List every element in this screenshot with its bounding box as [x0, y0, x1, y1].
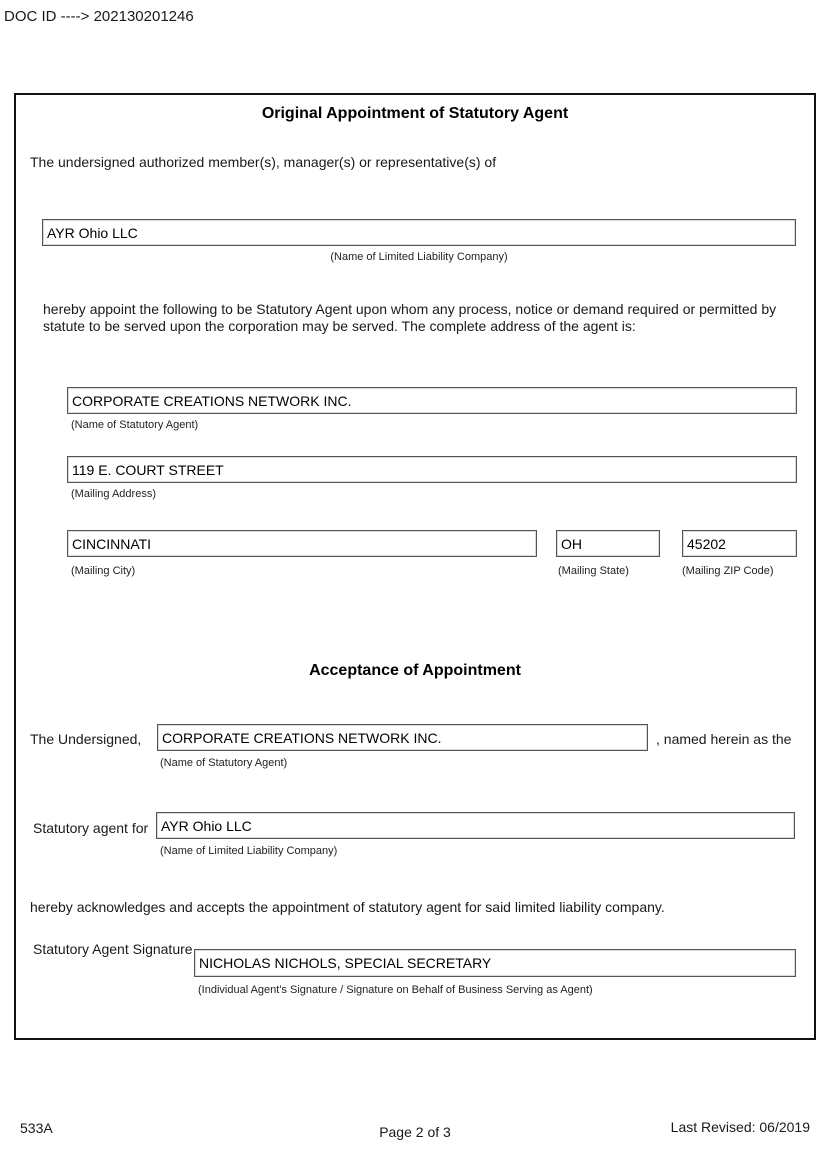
doc-id-label: DOC ID ----> 202130201246 — [4, 8, 194, 25]
undersigned-prefix: The Undersigned, — [30, 731, 142, 747]
mailing-city-caption: (Mailing City) — [71, 565, 136, 577]
mailing-city-field[interactable]: CINCINNATI — [67, 530, 537, 557]
acceptance-agent-name-field[interactable]: CORPORATE CREATIONS NETWORK INC. — [157, 724, 648, 751]
appointment-paragraph: hereby appoint the following to be Statutory Agent upon whom any process, notice or demand required or permitted by statute to be served upon the corporation may be served. The complete address of the agent is: — [43, 301, 777, 334]
undersigned-suffix: , named herein as the — [656, 731, 792, 747]
mailing-state-field[interactable]: OH — [556, 530, 660, 557]
mailing-address-caption: (Mailing Address) — [71, 488, 156, 500]
mailing-state-caption: (Mailing State) — [558, 565, 629, 577]
llc-name-field[interactable]: AYR Ohio LLC — [42, 219, 796, 246]
page-number: Page 2 of 3 — [379, 1124, 451, 1140]
agent-for-label: Statutory agent for — [33, 820, 149, 836]
form-title: Original Appointment of Statutory Agent — [261, 105, 569, 122]
acceptance-llc-field[interactable]: AYR Ohio LLC — [156, 812, 795, 839]
acceptance-agent-name-caption: (Name of Statutory Agent) — [160, 757, 288, 769]
agent-name-field[interactable]: CORPORATE CREATIONS NETWORK INC. — [67, 387, 797, 414]
llc-name-caption: (Name of Limited Liability Company) — [330, 251, 508, 263]
acknowledge-text: hereby acknowledges and accepts the appointment of statutory agent for said limited liability company. — [30, 899, 665, 915]
intro-text: The undersigned authorized member(s), manager(s) or representative(s) of — [30, 154, 497, 170]
signature-label: Statutory Agent Signature — [33, 941, 193, 957]
mailing-zip-caption: (Mailing ZIP Code) — [682, 565, 774, 577]
signature-field[interactable]: NICHOLAS NICHOLS, SPECIAL SECRETARY — [194, 949, 796, 977]
signature-caption: (Individual Agent's Signature / Signature on Behalf of Business Serving as Agent) — [198, 984, 593, 996]
mailing-zip-field[interactable]: 45202 — [682, 530, 797, 557]
agent-name-caption: (Name of Statutory Agent) — [71, 419, 199, 431]
acceptance-title: Acceptance of Appointment — [309, 662, 521, 679]
last-revised: Last Revised: 06/2019 — [670, 1119, 810, 1135]
form-number: 533A — [20, 1120, 53, 1136]
acceptance-llc-caption: (Name of Limited Liability Company) — [160, 845, 338, 857]
mailing-address-field[interactable]: 119 E. COURT STREET — [67, 456, 797, 483]
